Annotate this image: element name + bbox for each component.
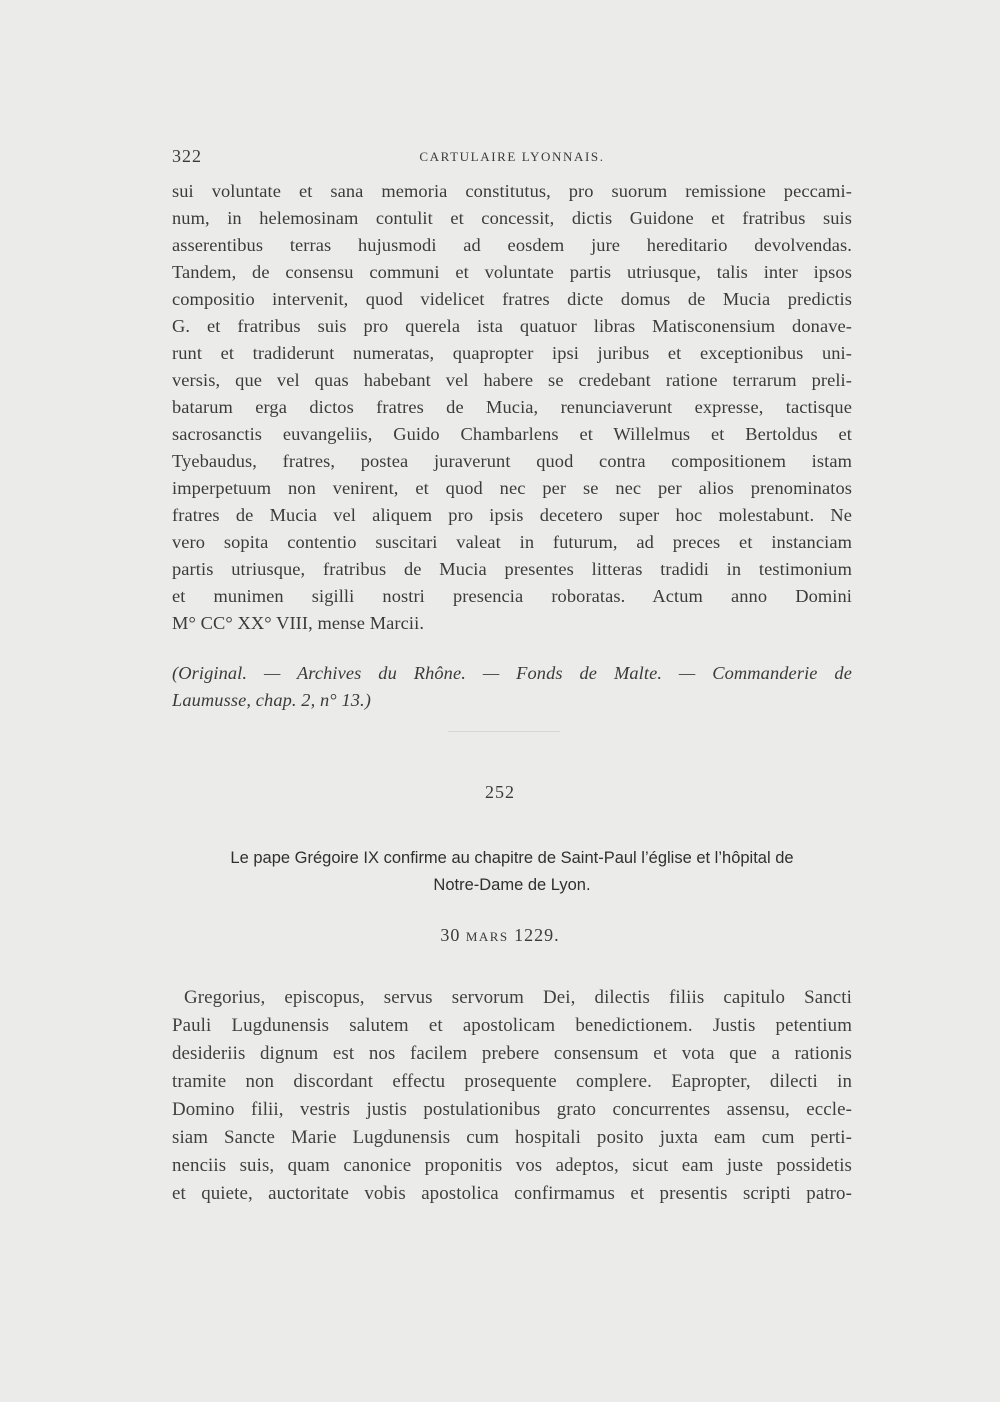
date-year: 1229. (514, 925, 560, 945)
text-line: imperpetuum non venirent, et quod nec per se nec per alios prenominatos (172, 478, 852, 498)
text-line: siam Sancte Marie Lugdunensis cum hospitali posito juxta eam cum perti- (172, 1127, 852, 1148)
page-header (172, 146, 852, 170)
text-line: fratres de Mucia vel aliquem pro ipsis decetero super hoc molestabunt. Ne (172, 505, 852, 525)
text-line: compositio intervenit, quod videlicet fratres dicte domus de Mucia predictis (172, 289, 852, 309)
date-month: MARS (465, 929, 509, 944)
text-line: num, in helemosinam contulit et concessit, dictis Guidone et fratribus suis (172, 208, 852, 228)
running-title: CARTULAIRE LYONNAIS. (419, 149, 605, 164)
text-line: M° CC° XX° VIII, mense Marcii. (172, 613, 425, 633)
source-note (172, 660, 852, 714)
text-line: Tyebaudus, fratres, postea juraverunt quod contra compositionem istam (172, 451, 852, 471)
text-line: Tandem, de consensu communi et voluntate partis utriusque, talis inter ipsos (172, 262, 852, 282)
text-line: asserentibus terras hujusmodi ad eosdem jure hereditario devolvendas. (172, 235, 852, 255)
text-line: runt et tradiderunt numeratas, quapropter ipsi juribus et exceptionibus uni- (172, 343, 852, 363)
continuation-text (172, 178, 852, 637)
source-line: (Original. — Archives du Rhône. — Fonds de Malte. — Commanderie de (172, 663, 852, 683)
source-line: Laumusse, chap. 2, n° 13.) (172, 690, 371, 710)
text-line: et munimen sigilli nostri presencia roboratas. Actum anno Domini (172, 586, 852, 606)
act-number: 252 (485, 782, 515, 802)
summary-line: Le pape Grégoire IX confirme au chapitre de Saint-Paul l’église et l’hôpital de (230, 849, 794, 867)
act-summary (172, 845, 852, 899)
text-line: partis utriusque, fratribus de Mucia presentes litteras tradidi in testimonium (172, 559, 852, 579)
text-line: nenciis suis, quam canonice proponitis vos adeptos, sicut eam juste possidetis (172, 1155, 852, 1176)
text-line: Domino filii, vestris justis postulationibus grato concurrentes assensu, eccle- (172, 1099, 852, 1120)
text-line: batarum erga dictos fratres de Mucia, renunciaverunt expresse, tactisque (172, 397, 852, 417)
text-line: sui voluntate et sana memoria constitutus, pro suorum remissione peccami- (172, 181, 852, 201)
text-line: sacrosanctis euvangeliis, Guido Chambarlens et Willelmus et Bertoldus et (172, 424, 852, 444)
text-line: G. et fratribus suis pro querela ista quatuor libras Matisconensium donave- (172, 316, 852, 336)
text-line: et quiete, auctoritate vobis apostolica confirmamus et presentis scripti patro- (172, 1183, 852, 1204)
summary-line: Notre-Dame de Lyon. (433, 876, 591, 894)
text-line: vero sopita contentio suscitari valeat in futurum, ad preces et instanciam (172, 532, 852, 552)
act-text (172, 984, 852, 1208)
page-number: 322 (172, 146, 202, 166)
text-line: Gregorius, episcopus, servus servorum Dei, dilectis filiis capitulo Sancti (184, 987, 852, 1008)
section-separator (448, 731, 560, 732)
text-line: versis, que vel quas habebant vel habere se credebant ratione terrarum preli- (172, 370, 852, 390)
text-line: desideriis dignum est nos facilem prebere consensum et vota que a rationis (172, 1043, 852, 1064)
text-line: tramite non discordant effectu prosequente complere. Eapropter, dilecti in (172, 1071, 852, 1092)
text-line: Pauli Lugdunensis salutem et apostolicam benedictionem. Justis petentium (172, 1015, 852, 1036)
date-day: 30 (440, 925, 461, 945)
act-date (0, 925, 1000, 946)
